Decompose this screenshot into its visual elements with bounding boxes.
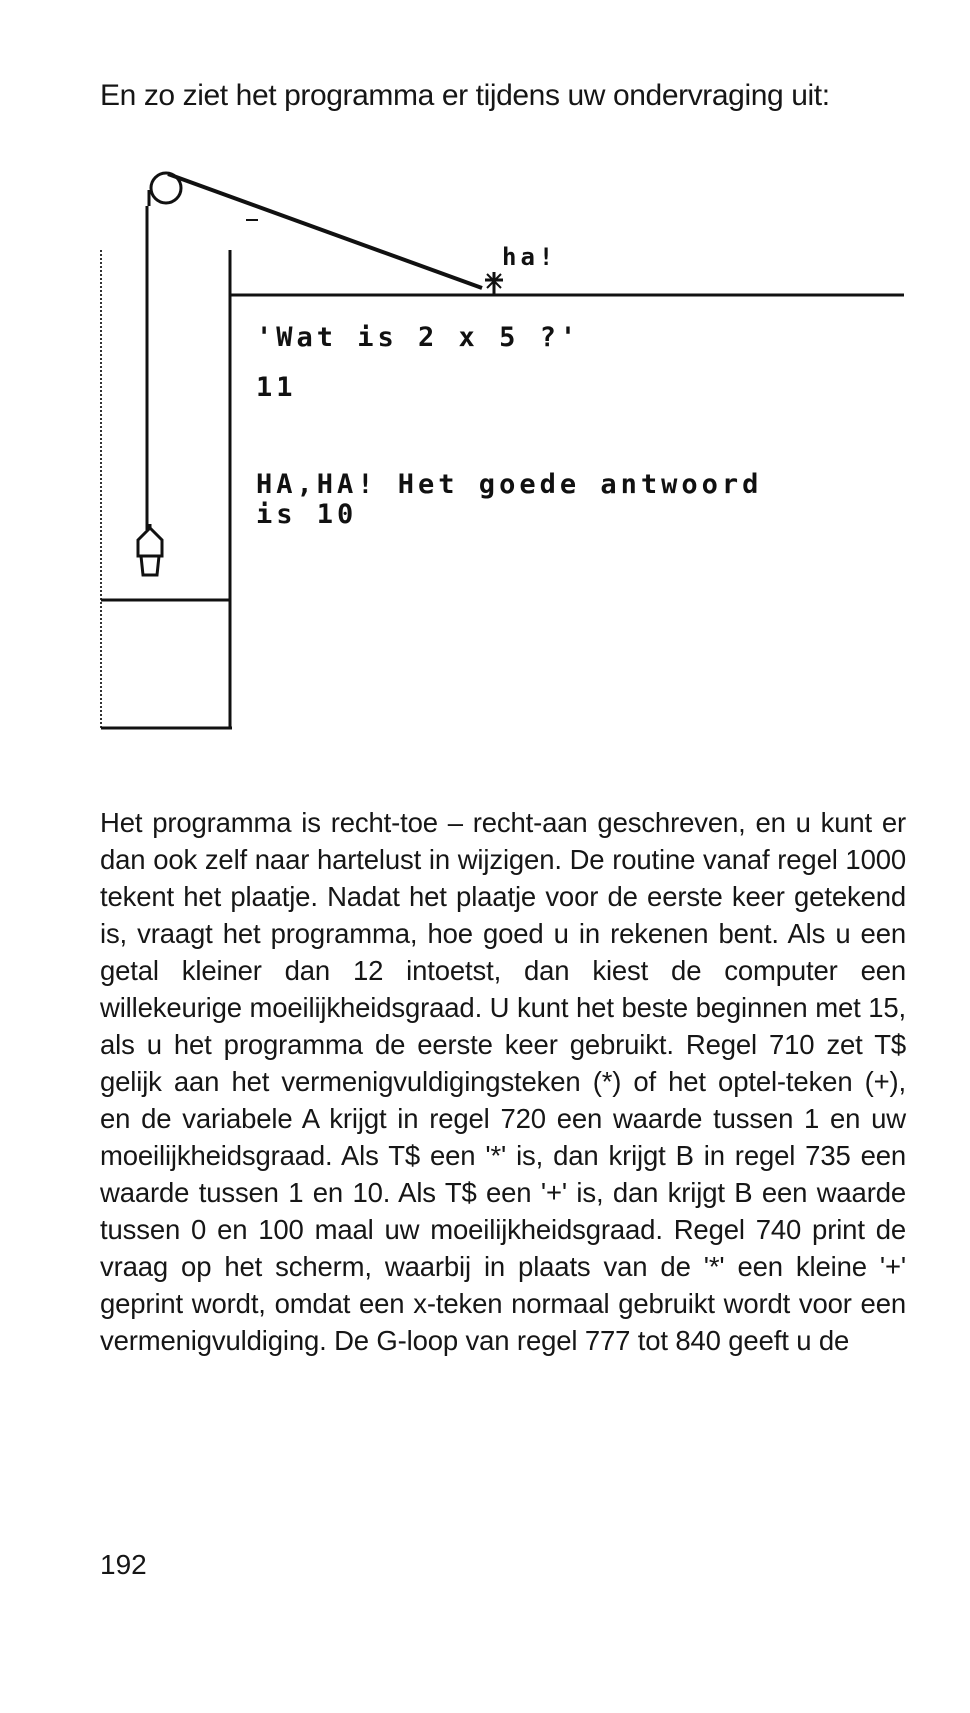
star-figure-icon (485, 272, 503, 295)
diagonal-rope-line (168, 174, 482, 288)
hangman-screen-figure (0, 0, 970, 760)
page-number: 192 (100, 1549, 147, 1580)
ha-label: ha! (502, 243, 558, 271)
question-text: 'Wat is 2 x 5 ?' (256, 322, 581, 353)
bucket-weight-icon (138, 524, 162, 575)
reply-line-1: HA,HA! Het goede antwoord (256, 469, 763, 500)
reply-text (256, 470, 916, 530)
body-paragraph: Het programma is recht-toe – recht-aan geschreven, en u kunt er dan ook zelf naar hartelust in wijzigen. De routine vanaf regel 1000 tekent het plaatje. Nadat het plaatje voor de eerste keer getekend is, vraagt het programma, hoe goed u in rekenen bent. Als u een getal kleiner dan 12 intoetst, dan kiest de computer een willekeurige moeilijkheidsgraad. U kunt het beste beginnen met 15, als u het programma de eerste keer gebruikt. Regel 710 zet T$ gelijk aan het vermenigvuldigingsteken (*) of het optel-teken (+), en de variabele A krijgt in regel 720 een waarde tussen 1 en uw moeilijkheidsgraad. Als T$ een '*' is, dan krijgt B in regel 735 een waarde tussen 1 en 10. Als T$ een '+' is, dan krijgt B een waarde tussen 0 en 100 maal uw moeilijkheidsgraad. Regel 740 print de vraag op het scherm, waarbij in plaats van de '*' een kleine '+' geprint wordt, omdat een x-teken normaal gebruikt wordt voor een vermenigvuldiging. De G-loop van regel 777 tot 840 geeft u de (100, 807, 906, 1356)
wrong-answer-text: 11 (256, 372, 297, 403)
intro-text: En zo ziet het programma er tijdens uw ondervraging uit: (100, 79, 830, 112)
hangman-drawing (0, 0, 970, 760)
reply-line-2: is 10 (256, 499, 358, 530)
